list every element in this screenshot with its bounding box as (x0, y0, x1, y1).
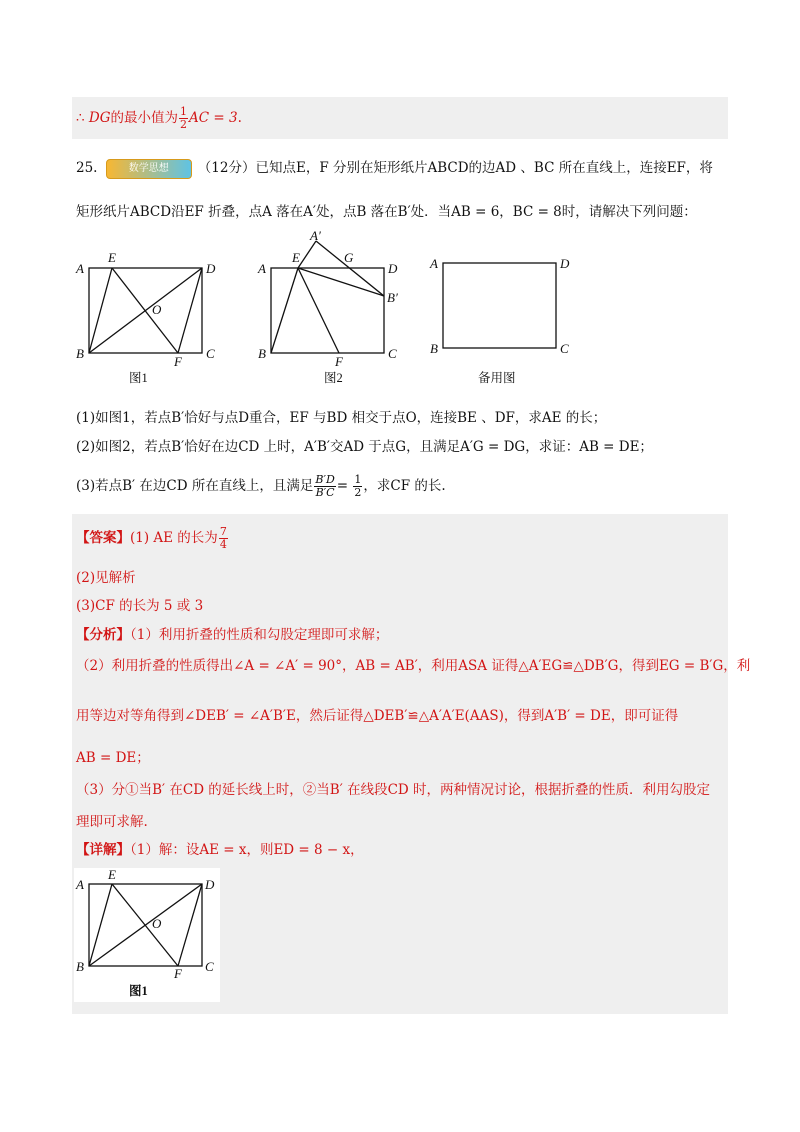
min-value-text: 的最小值为 (110, 110, 178, 126)
dg-label: DG (88, 110, 111, 126)
detail-line: 【详解】（1）解：设AE = x，则ED = 8 − x， (76, 842, 364, 858)
analysis-2: （2）利用折叠的性质得出∠A = ∠A′ = 90°，AB = AB′，利用ASA 证得△A′EG≌△DB′G，得到EG = B′G，利 (76, 658, 751, 674)
answer-3: (3)CF 的长为 5 或 3 (76, 598, 204, 614)
detail-label-o: O (152, 916, 162, 931)
question-text-2: 矩形纸片ABCD沿EF 折叠，点A 落在A′处，点B 落在B′处．当AB = 6，BC = 8时，请解决下列问题： (76, 204, 697, 220)
figure-1 (74, 248, 224, 388)
fig3-label-d: D (560, 256, 570, 271)
fig2-label-a: A (258, 261, 266, 276)
analysis-4: AB = DE； (76, 750, 150, 766)
detail-label-d: D (205, 877, 215, 892)
fig2-caption: 图2 (324, 371, 343, 385)
fig2-label-c: C (388, 346, 397, 361)
fig2-label-f: F (335, 354, 343, 369)
question-text-1: （12分）已知点E，F 分别在矩形纸片ABCD的边AD 、BC 所在直线上，连接EF，将 (197, 160, 713, 176)
fig2-label-g: G (344, 250, 354, 265)
question-number: 25. (76, 160, 98, 176)
analysis-3: 用等边对等角得到∠DEB′ = ∠A′B′E，然后证得△DEB′≌△A′A′E(AAS)，得到A′B′ = DE，即可证得 (76, 708, 679, 724)
detail-label-e: E (108, 868, 116, 882)
fig1-label-b: B (76, 346, 84, 361)
question-25-line2 (76, 202, 697, 222)
fig2-label-d: D (388, 261, 398, 276)
fig2-label-b-prime: B′ (387, 290, 398, 305)
fig3-caption: 备用图 (478, 371, 516, 385)
analysis-1: 【分析】（1）利用折叠的性质和勾股定理即可求解； (76, 627, 389, 643)
fig3-label-b: B (430, 341, 438, 356)
fig1-label-a: A (76, 261, 84, 276)
ratio-fraction: $\frac{B'D}{B'C}$ (315, 473, 335, 499)
detail-tag: 【详解】 (76, 842, 130, 858)
fig3-label-a: A (430, 256, 438, 271)
analysis-6: 理即可求解. (76, 814, 148, 830)
question-25-line1 (76, 158, 713, 179)
ac-equals: AC = 3 (189, 110, 238, 126)
figure-spare (428, 248, 588, 388)
answer-tag: 【答案】 (76, 530, 130, 546)
fig1-label-o: O (152, 302, 162, 317)
fig2-label-a-prime: A′ (310, 228, 321, 243)
fig1-label-c: C (206, 346, 215, 361)
fig1-label-f: F (174, 354, 182, 369)
figure-2 (256, 228, 416, 388)
sub-question-3: (3)若点B′ 在边CD 所在直线上，且满足 $\frac{B'D}{B'C}$ = $\frac{1}{2}$ ，求CF 的长. (76, 473, 446, 499)
answer-2: (2)见解析 (76, 570, 136, 586)
math-thinking-badge: 数学思想 (106, 159, 192, 179)
fig1-label-e: E (108, 250, 116, 265)
half-fraction-q3: $\frac{1}{2}$ (354, 473, 362, 499)
answer-fraction: $\frac{7}{4}$ (219, 525, 227, 551)
detail-label-f: F (174, 966, 182, 981)
detail-label-b: B (76, 959, 84, 974)
sub-question-1: (1)如图1，若点B′恰好与点D重合，EF 与BD 相交于点O，连接BE 、DF，求AE 的长； (76, 410, 607, 426)
analysis-5: （3）分①当B′ 在CD 的延长线上时，②当B′ 在线段CD 时，两种情况讨论，根据折叠的性质．利用勾股定 (76, 782, 711, 798)
analysis-tag: 【分析】 (76, 627, 130, 643)
sub-question-2: (2)如图2，若点B′恰好在边CD 上时，A′B′交AD 于点G，且满足A′G = DG，求证：AB = DE； (76, 439, 653, 455)
detail-label-a: A (76, 877, 84, 892)
fig1-label-d: D (206, 261, 216, 276)
fig2-label-b: B (258, 346, 266, 361)
fig3-label-c: C (560, 341, 569, 356)
fig1-caption: 图1 (129, 371, 148, 385)
min-value-line: ∴ DG的最小值为 $\frac{1}{2}$ AC = 3. (76, 105, 242, 131)
therefore-symbol: ∴ (76, 110, 85, 126)
half-fraction: $\frac{1}{2}$ (180, 105, 187, 131)
detail-figure-1 (74, 868, 220, 1002)
answer-1: 【答案】(1) AE 的长为 $\frac{7}{4}$ (76, 525, 227, 551)
detail-label-c: C (205, 959, 214, 974)
detail-figure-caption: 图1 (129, 984, 148, 998)
fig2-label-e: E (292, 250, 300, 265)
